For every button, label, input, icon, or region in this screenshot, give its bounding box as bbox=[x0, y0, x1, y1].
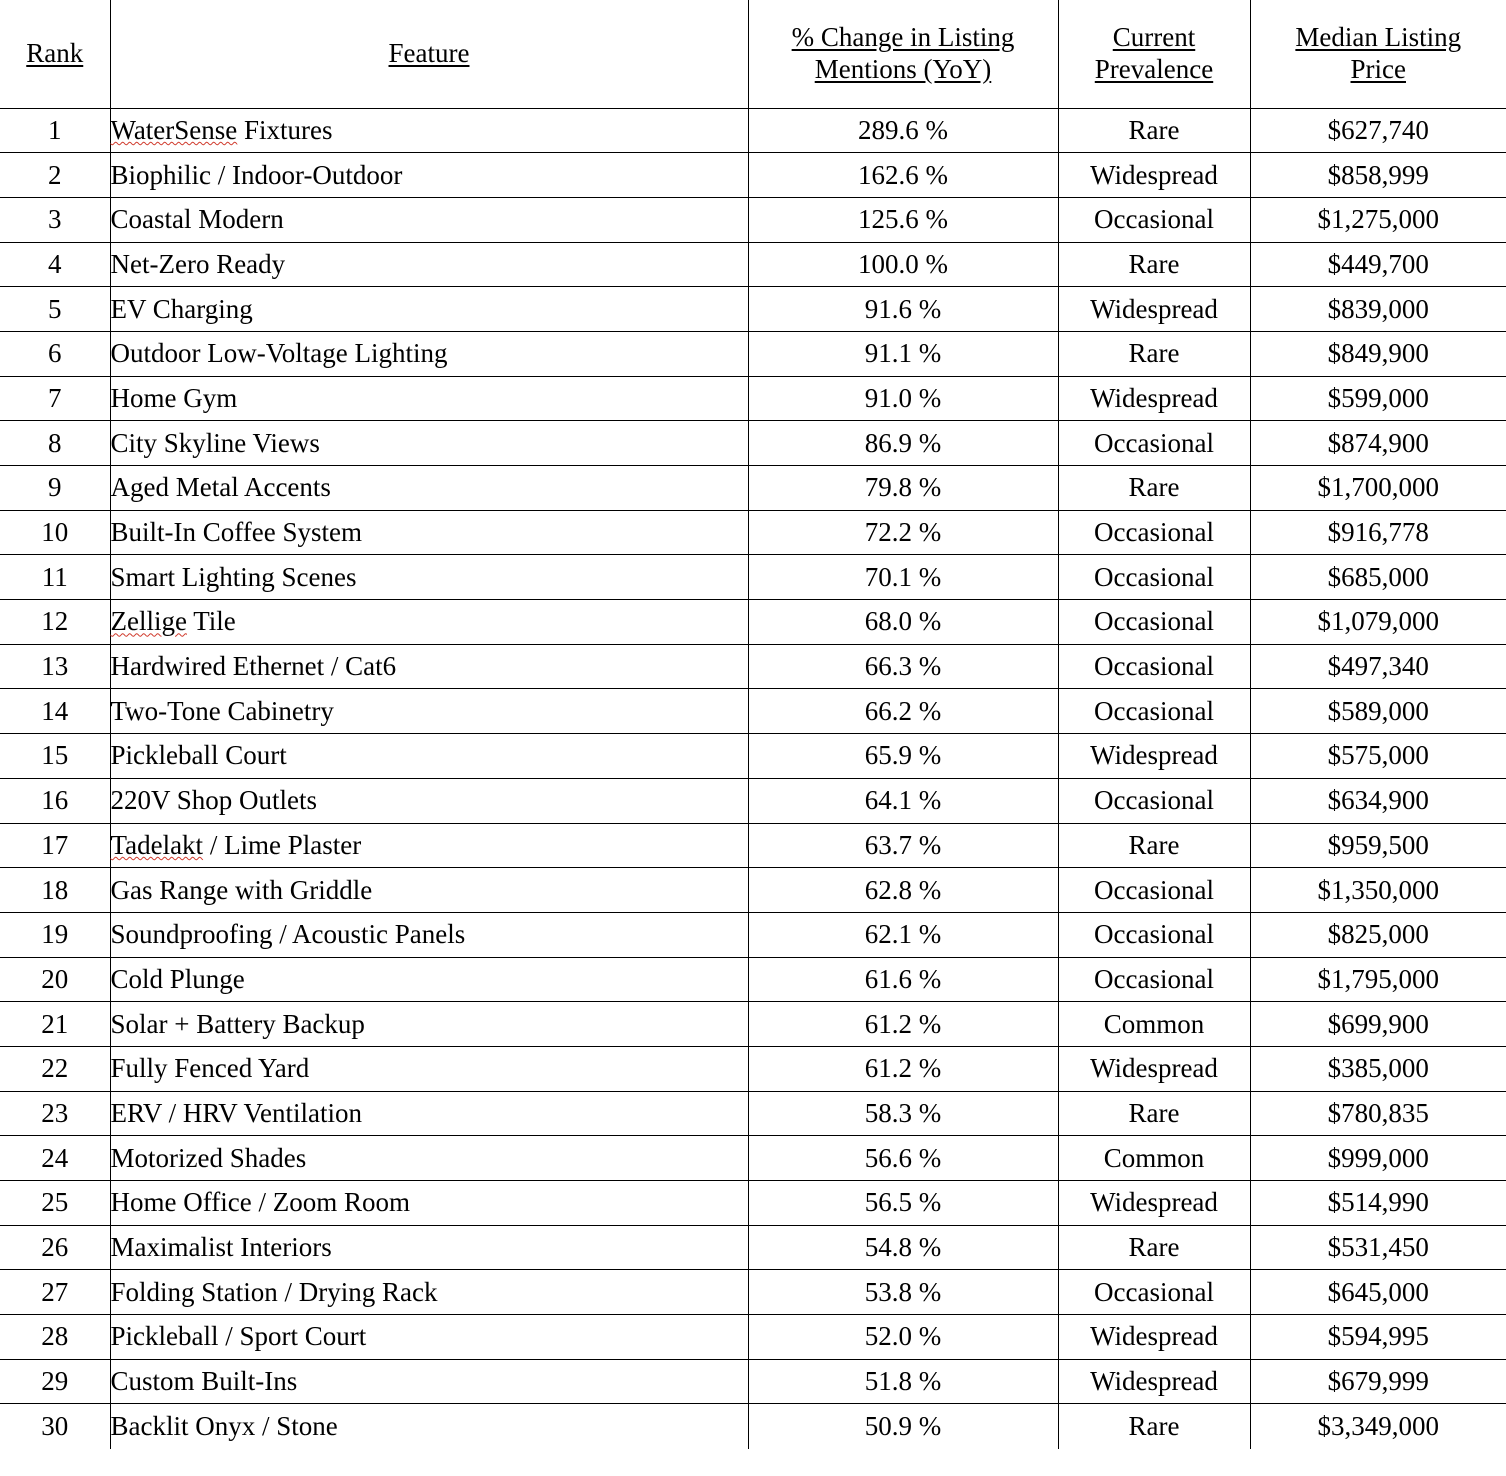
cell-rank: 4 bbox=[0, 242, 110, 287]
cell-price: $627,740 bbox=[1250, 108, 1506, 153]
cell-rank: 7 bbox=[0, 376, 110, 421]
cell-prevalence: Occasional bbox=[1058, 510, 1250, 555]
cell-price: $449,700 bbox=[1250, 242, 1506, 287]
cell-price: $858,999 bbox=[1250, 153, 1506, 198]
cell-feature: City Skyline Views bbox=[110, 421, 748, 466]
cell-change: 91.1 % bbox=[748, 331, 1058, 376]
cell-feature: Home Gym bbox=[110, 376, 748, 421]
cell-feature: Backlit Onyx / Stone bbox=[110, 1404, 748, 1449]
cell-prevalence: Occasional bbox=[1058, 778, 1250, 823]
cell-change: 289.6 % bbox=[748, 108, 1058, 153]
column-header-price-line1: Median Listing bbox=[1295, 21, 1462, 52]
cell-rank: 18 bbox=[0, 868, 110, 913]
table-row bbox=[0, 1225, 1506, 1270]
cell-prevalence: Rare bbox=[1058, 108, 1250, 153]
table-row bbox=[0, 331, 1506, 376]
table-row bbox=[0, 734, 1506, 779]
cell-price: $1,350,000 bbox=[1250, 868, 1506, 913]
cell-price: $685,000 bbox=[1250, 555, 1506, 600]
table-row bbox=[0, 153, 1506, 198]
cell-prevalence: Rare bbox=[1058, 331, 1250, 376]
spellcheck-underline: Zellige bbox=[110, 606, 187, 637]
cell-rank: 26 bbox=[0, 1225, 110, 1270]
cell-change: 56.5 % bbox=[748, 1181, 1058, 1226]
cell-rank: 20 bbox=[0, 957, 110, 1002]
cell-rank: 12 bbox=[0, 600, 110, 645]
cell-prevalence: Rare bbox=[1058, 242, 1250, 287]
cell-rank: 3 bbox=[0, 197, 110, 242]
cell-prevalence: Rare bbox=[1058, 823, 1250, 868]
column-header-price-line2: Price bbox=[1350, 53, 1406, 84]
cell-change: 64.1 % bbox=[748, 778, 1058, 823]
cell-price: $645,000 bbox=[1250, 1270, 1506, 1315]
column-header-change bbox=[748, 0, 1058, 108]
table-row bbox=[0, 287, 1506, 332]
column-header-prevalence-label bbox=[1095, 22, 1213, 86]
cell-prevalence: Widespread bbox=[1058, 1315, 1250, 1360]
table-row bbox=[0, 1315, 1506, 1360]
cell-change: 68.0 % bbox=[748, 600, 1058, 645]
cell-prevalence: Widespread bbox=[1058, 734, 1250, 779]
cell-price: $3,349,000 bbox=[1250, 1404, 1506, 1449]
cell-rank: 21 bbox=[0, 1002, 110, 1047]
cell-price: $959,500 bbox=[1250, 823, 1506, 868]
cell-price: $594,995 bbox=[1250, 1315, 1506, 1360]
cell-feature: Home Office / Zoom Room bbox=[110, 1181, 748, 1226]
table-row bbox=[0, 242, 1506, 287]
cell-price: $1,275,000 bbox=[1250, 197, 1506, 242]
cell-feature: WaterSense Fixtures bbox=[110, 108, 748, 153]
cell-change: 100.0 % bbox=[748, 242, 1058, 287]
cell-change: 62.1 % bbox=[748, 912, 1058, 957]
table-row bbox=[0, 957, 1506, 1002]
cell-price: $999,000 bbox=[1250, 1136, 1506, 1181]
table-row bbox=[0, 421, 1506, 466]
cell-prevalence: Rare bbox=[1058, 1225, 1250, 1270]
cell-prevalence: Occasional bbox=[1058, 689, 1250, 734]
cell-change: 53.8 % bbox=[748, 1270, 1058, 1315]
cell-rank: 2 bbox=[0, 153, 110, 198]
table-header-row bbox=[0, 0, 1506, 108]
table-row bbox=[0, 1091, 1506, 1136]
table-row bbox=[0, 912, 1506, 957]
cell-rank: 1 bbox=[0, 108, 110, 153]
cell-feature: Two-Tone Cabinetry bbox=[110, 689, 748, 734]
cell-prevalence: Widespread bbox=[1058, 153, 1250, 198]
column-header-rank-label: Rank bbox=[26, 37, 84, 68]
cell-rank: 13 bbox=[0, 644, 110, 689]
cell-rank: 11 bbox=[0, 555, 110, 600]
cell-price: $825,000 bbox=[1250, 912, 1506, 957]
cell-feature: Folding Station / Drying Rack bbox=[110, 1270, 748, 1315]
table-row bbox=[0, 1404, 1506, 1449]
table-row bbox=[0, 108, 1506, 153]
table-header bbox=[0, 0, 1506, 108]
cell-feature: Aged Metal Accents bbox=[110, 466, 748, 511]
cell-prevalence: Rare bbox=[1058, 1091, 1250, 1136]
cell-price: $1,795,000 bbox=[1250, 957, 1506, 1002]
table-row bbox=[0, 466, 1506, 511]
cell-rank: 16 bbox=[0, 778, 110, 823]
column-header-price-label bbox=[1295, 22, 1461, 86]
cell-feature: Outdoor Low-Voltage Lighting bbox=[110, 331, 748, 376]
cell-prevalence: Occasional bbox=[1058, 197, 1250, 242]
cell-change: 125.6 % bbox=[748, 197, 1058, 242]
cell-prevalence: Occasional bbox=[1058, 600, 1250, 645]
cell-rank: 9 bbox=[0, 466, 110, 511]
cell-prevalence: Common bbox=[1058, 1136, 1250, 1181]
cell-feature: Soundproofing / Acoustic Panels bbox=[110, 912, 748, 957]
cell-prevalence: Widespread bbox=[1058, 287, 1250, 332]
cell-change: 50.9 % bbox=[748, 1404, 1058, 1449]
cell-prevalence: Occasional bbox=[1058, 912, 1250, 957]
cell-feature: Motorized Shades bbox=[110, 1136, 748, 1181]
cell-feature: ERV / HRV Ventilation bbox=[110, 1091, 748, 1136]
cell-rank: 17 bbox=[0, 823, 110, 868]
cell-change: 91.0 % bbox=[748, 376, 1058, 421]
cell-price: $874,900 bbox=[1250, 421, 1506, 466]
table-row bbox=[0, 868, 1506, 913]
cell-price: $849,900 bbox=[1250, 331, 1506, 376]
cell-feature: Maximalist Interiors bbox=[110, 1225, 748, 1270]
cell-feature: Coastal Modern bbox=[110, 197, 748, 242]
cell-price: $916,778 bbox=[1250, 510, 1506, 555]
cell-feature: Built-In Coffee System bbox=[110, 510, 748, 555]
cell-change: 91.6 % bbox=[748, 287, 1058, 332]
cell-prevalence: Common bbox=[1058, 1002, 1250, 1047]
cell-price: $514,990 bbox=[1250, 1181, 1506, 1226]
table-row bbox=[0, 689, 1506, 734]
cell-change: 63.7 % bbox=[748, 823, 1058, 868]
cell-feature: Gas Range with Griddle bbox=[110, 868, 748, 913]
cell-prevalence: Occasional bbox=[1058, 644, 1250, 689]
spellcheck-underline: Tadelakt bbox=[110, 829, 204, 860]
cell-feature: EV Charging bbox=[110, 287, 748, 332]
cell-change: 58.3 % bbox=[748, 1091, 1058, 1136]
cell-rank: 24 bbox=[0, 1136, 110, 1181]
cell-prevalence: Occasional bbox=[1058, 957, 1250, 1002]
cell-rank: 19 bbox=[0, 912, 110, 957]
cell-feature: Pickleball Court bbox=[110, 734, 748, 779]
cell-feature: Solar + Battery Backup bbox=[110, 1002, 748, 1047]
table-row bbox=[0, 823, 1506, 868]
column-header-prevalence-line1: Current bbox=[1112, 21, 1196, 52]
cell-prevalence: Occasional bbox=[1058, 1270, 1250, 1315]
cell-price: $385,000 bbox=[1250, 1046, 1506, 1091]
cell-price: $839,000 bbox=[1250, 287, 1506, 332]
cell-rank: 27 bbox=[0, 1270, 110, 1315]
cell-price: $531,450 bbox=[1250, 1225, 1506, 1270]
cell-change: 66.3 % bbox=[748, 644, 1058, 689]
cell-change: 79.8 % bbox=[748, 466, 1058, 511]
cell-change: 70.1 % bbox=[748, 555, 1058, 600]
cell-feature: Custom Built-Ins bbox=[110, 1359, 748, 1404]
cell-price: $634,900 bbox=[1250, 778, 1506, 823]
cell-prevalence: Widespread bbox=[1058, 376, 1250, 421]
cell-change: 54.8 % bbox=[748, 1225, 1058, 1270]
cell-price: $575,000 bbox=[1250, 734, 1506, 779]
cell-change: 65.9 % bbox=[748, 734, 1058, 779]
column-header-change-label bbox=[792, 22, 1015, 86]
cell-change: 72.2 % bbox=[748, 510, 1058, 555]
cell-change: 62.8 % bbox=[748, 868, 1058, 913]
column-header-prevalence bbox=[1058, 0, 1250, 108]
cell-prevalence: Widespread bbox=[1058, 1046, 1250, 1091]
cell-rank: 29 bbox=[0, 1359, 110, 1404]
spellcheck-underline: WaterSense bbox=[110, 114, 238, 145]
cell-rank: 25 bbox=[0, 1181, 110, 1226]
cell-prevalence: Rare bbox=[1058, 1404, 1250, 1449]
table-row bbox=[0, 644, 1506, 689]
column-header-price bbox=[1250, 0, 1506, 108]
cell-rank: 8 bbox=[0, 421, 110, 466]
cell-rank: 5 bbox=[0, 287, 110, 332]
cell-rank: 30 bbox=[0, 1404, 110, 1449]
cell-feature: Biophilic / Indoor-Outdoor bbox=[110, 153, 748, 198]
cell-prevalence: Widespread bbox=[1058, 1181, 1250, 1226]
cell-change: 66.2 % bbox=[748, 689, 1058, 734]
cell-change: 61.2 % bbox=[748, 1002, 1058, 1047]
cell-feature: Pickleball / Sport Court bbox=[110, 1315, 748, 1360]
cell-feature: 220V Shop Outlets bbox=[110, 778, 748, 823]
cell-change: 52.0 % bbox=[748, 1315, 1058, 1360]
table-row bbox=[0, 1270, 1506, 1315]
cell-rank: 14 bbox=[0, 689, 110, 734]
column-header-change-line1: % Change in Listing bbox=[791, 21, 1015, 52]
table-row bbox=[0, 510, 1506, 555]
cell-rank: 10 bbox=[0, 510, 110, 555]
cell-feature: Fully Fenced Yard bbox=[110, 1046, 748, 1091]
table-row bbox=[0, 1136, 1506, 1181]
cell-change: 61.6 % bbox=[748, 957, 1058, 1002]
table-body bbox=[0, 108, 1506, 1449]
table-row bbox=[0, 1359, 1506, 1404]
cell-change: 162.6 % bbox=[748, 153, 1058, 198]
cell-feature: Hardwired Ethernet / Cat6 bbox=[110, 644, 748, 689]
cell-rank: 6 bbox=[0, 331, 110, 376]
column-header-feature-label: Feature bbox=[388, 37, 470, 68]
cell-change: 56.6 % bbox=[748, 1136, 1058, 1181]
cell-price: $497,340 bbox=[1250, 644, 1506, 689]
cell-price: $1,079,000 bbox=[1250, 600, 1506, 645]
cell-prevalence: Occasional bbox=[1058, 421, 1250, 466]
cell-change: 51.8 % bbox=[748, 1359, 1058, 1404]
column-header-feature bbox=[110, 0, 748, 108]
table-row bbox=[0, 778, 1506, 823]
cell-feature: Zellige Tile bbox=[110, 600, 748, 645]
cell-feature: Net-Zero Ready bbox=[110, 242, 748, 287]
cell-rank: 23 bbox=[0, 1091, 110, 1136]
column-header-prevalence-line2: Prevalence bbox=[1094, 53, 1214, 84]
table-row bbox=[0, 376, 1506, 421]
table-row bbox=[0, 1046, 1506, 1091]
cell-price: $1,700,000 bbox=[1250, 466, 1506, 511]
column-header-change-line2: Mentions (YoY) bbox=[814, 53, 992, 84]
cell-rank: 15 bbox=[0, 734, 110, 779]
cell-price: $589,000 bbox=[1250, 689, 1506, 734]
table-row bbox=[0, 1181, 1506, 1226]
table-row bbox=[0, 1002, 1506, 1047]
cell-feature: Tadelakt / Lime Plaster bbox=[110, 823, 748, 868]
cell-prevalence: Occasional bbox=[1058, 868, 1250, 913]
table-row bbox=[0, 600, 1506, 645]
cell-price: $780,835 bbox=[1250, 1091, 1506, 1136]
column-header-rank bbox=[0, 0, 110, 108]
table-row bbox=[0, 555, 1506, 600]
table-row bbox=[0, 197, 1506, 242]
cell-price: $699,900 bbox=[1250, 1002, 1506, 1047]
cell-feature: Cold Plunge bbox=[110, 957, 748, 1002]
cell-price: $599,000 bbox=[1250, 376, 1506, 421]
cell-rank: 28 bbox=[0, 1315, 110, 1360]
cell-price: $679,999 bbox=[1250, 1359, 1506, 1404]
cell-change: 86.9 % bbox=[748, 421, 1058, 466]
cell-prevalence: Widespread bbox=[1058, 1359, 1250, 1404]
cell-rank: 22 bbox=[0, 1046, 110, 1091]
cell-prevalence: Rare bbox=[1058, 466, 1250, 511]
cell-change: 61.2 % bbox=[748, 1046, 1058, 1091]
cell-prevalence: Occasional bbox=[1058, 555, 1250, 600]
cell-feature: Smart Lighting Scenes bbox=[110, 555, 748, 600]
